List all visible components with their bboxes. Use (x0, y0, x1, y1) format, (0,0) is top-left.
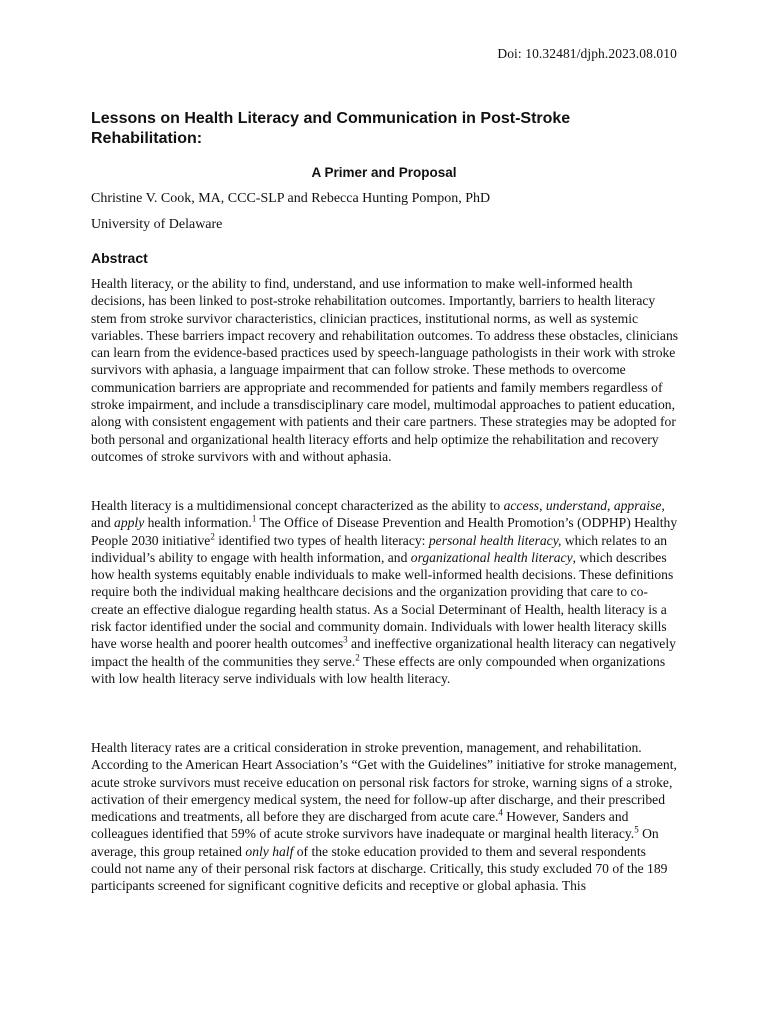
author-list: Christine V. Cook, MA, CCC-SLP and Rebecca Hunting Pompon, PhD (91, 191, 491, 206)
text-run: which relates to an individual’s ability to engage with health information, and (91, 532, 668, 565)
doi-label: Doi: 10.32481/djph.2023.08.010 (497, 46, 677, 61)
article-title: Lessons on Health Literacy and Communication in Post-Stroke Rehabilitation: (91, 110, 571, 147)
italic-term: only half (245, 843, 294, 859)
text-run: On average, this group retained (91, 826, 659, 859)
italic-term: access (503, 498, 540, 513)
article-subtitle: A Primer and Proposal (311, 165, 457, 180)
citation-superscript: 4 (498, 807, 503, 818)
text-run: identified two types of health literacy: (214, 532, 429, 548)
citation-superscript: 5 (634, 824, 639, 835)
italic-term: understand (545, 498, 608, 513)
italic-term: personal health literacy, (428, 532, 562, 548)
text-run: Health literacy rates are a critical consideration in stroke prevention, management, and rehabilitation. According to the American Heart Association’s “Get with the Guidelines” initiative for stroke management, acute stroke survivors must receive education on personal risk factors for stroke, warning signs of a stroke, activation of their emergency medical system, the need for follow-up after discharge, and their prescribed medications and treatments, all before they are discharged from acute care. (91, 740, 677, 825)
text-run: The Office of Disease Prevention and Health Promotion’s (ODPHP) Healthy People 2030 initiative (91, 515, 678, 548)
text-run: These effects are only compounded when organizations with low health literacy serve individuals with low health literacy. (91, 653, 666, 686)
abstract-paragraph: Health literacy, or the ability to find, understand, and use information to make well-informed health decisions, has been linked to post-stroke rehabilitation outcomes. Importantly, barriers to health literacy stem from stroke survivor characteristics, clinician practices, institutional norms, as well as systemic variables. These barriers impact recovery and rehabilitation outcomes. To address these obstacles, clinicians can learn from the evidence-based practices used by speech-language pathologists in their work with stroke survivors with aphasia, a language impairment that can follow stroke. These methods to overcome communication barriers are appropriate and recommended for patients and family members regardless of stroke impairment, and include a transdisciplinary care model, multimodal approaches to patient education, along with consistent engagement with patients and their care partners. These strategies may be adopted for both personal and organizational health literacy efforts and help optimize the rehabilitation and recovery outcomes of stroke survivors with and without aphasia. (91, 276, 679, 464)
citation-superscript: 2 (355, 652, 360, 663)
italic-term: apply (114, 515, 145, 531)
citation-superscript: 1 (251, 513, 257, 524)
body-paragraph-1 (91, 497, 679, 687)
italic-term: appraise (613, 498, 662, 513)
text-run: , which describes how health systems equitably enable individuals to make well-informed health decisions. These definitions require both the individual making healthcare decisions and the organization providing that care to co-create an effective dialogue regarding health status. As a Social Determinant of Health, health literacy is a risk factor identified under the social and community domain. Individuals with lower health literacy skills have worse health and poorer health outcomes (91, 549, 674, 652)
text-run: , (607, 498, 614, 513)
text-run: However, Sanders and colleagues identified that 59% of acute stroke survivors have inadequate or marginal health literacy. (91, 809, 635, 842)
abstract-heading: Abstract (91, 250, 148, 266)
text-run: , and (91, 498, 665, 531)
text-run: of the stoke education provided to them and several respondents could not name any of their personal risk factors at discharge. Critically, this study excluded 70 of the 189 participants screened for significant cognitive deficits and receptive or global aphasia. This (91, 843, 668, 894)
citation-superscript: 2 (210, 531, 215, 542)
text-run: and ineffective organizational health literacy can negatively impact the health of the communities they serve. (91, 636, 676, 669)
text-run: , (539, 498, 546, 513)
text-run: health information. (144, 515, 252, 531)
text-run: Health literacy is a multidimensional concept characterized as the ability to (91, 498, 504, 513)
italic-term: organizational health literacy (410, 549, 573, 565)
body-paragraph-2 (91, 739, 679, 895)
citation-superscript: 3 (343, 634, 348, 645)
affiliation: University of Delaware (91, 217, 223, 232)
